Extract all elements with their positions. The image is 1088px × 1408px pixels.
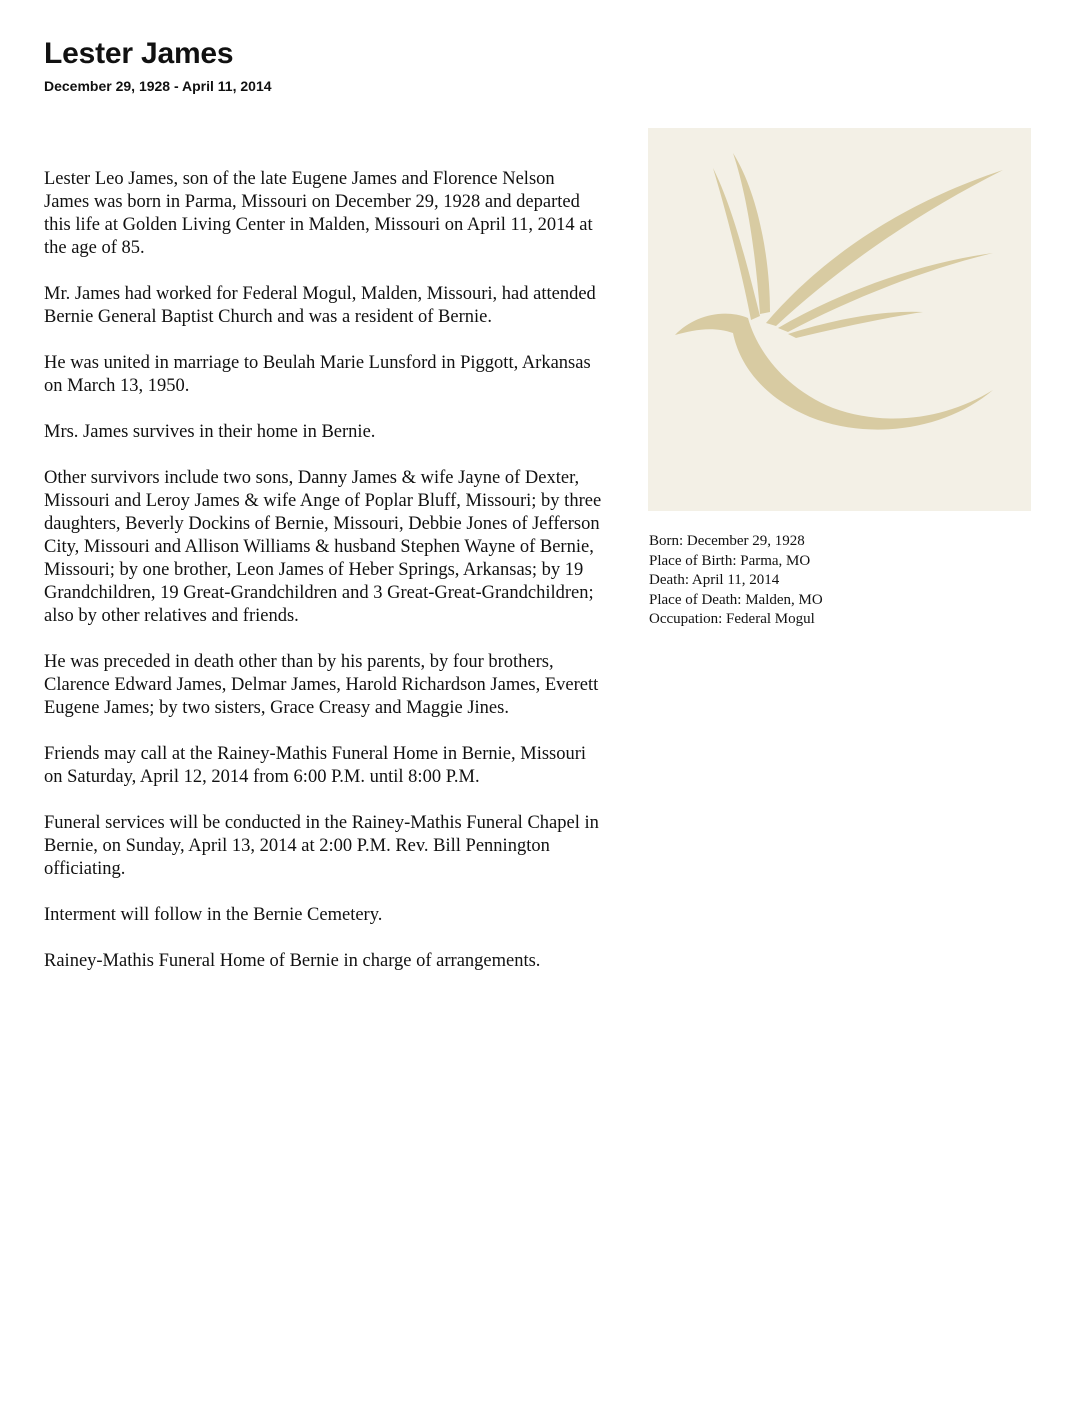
obituary-paragraph: Lester Leo James, son of the late Eugene James and Florence Nelson James was born in Parma, Missouri on December 29, 1928 and departed this life at Golden Living Center in Malden, Missouri on April 11, 2014 at the age of 85. bbox=[44, 169, 593, 258]
vital-facts bbox=[649, 532, 1049, 630]
fact-place-of-death: Place of Death: Malden, MO bbox=[649, 591, 823, 608]
obituary-paragraph: Interment will follow in the Bernie Cemetery. bbox=[44, 905, 383, 925]
fact-occupation: Occupation: Federal Mogul bbox=[649, 611, 815, 628]
fact-death: Death: April 11, 2014 bbox=[649, 572, 780, 589]
obituary-paragraph: Funeral services will be conducted in the Rainey-Mathis Funeral Chapel in Bernie, on Sunday, April 13, 2014 at 2:00 P.M. Rev. Bill Pennington officiating. bbox=[44, 813, 599, 879]
obituary-paragraph: He was preceded in death other than by his parents, by four brothers, Clarence Edward James, Delmar James, Harold Richardson James, Everett Eugene James; by two sisters, Grace Creasy and Maggie Jines. bbox=[44, 652, 599, 718]
memorial-image bbox=[648, 128, 1031, 511]
obituary-paragraph: He was united in marriage to Beulah Marie Lunsford in Piggott, Arkansas on March 13, 1950. bbox=[44, 353, 591, 396]
life-dates: December 29, 1928 - April 11, 2014 bbox=[44, 78, 272, 94]
obituary-paragraph: Mr. James had worked for Federal Mogul, Malden, Missouri, had attended Bernie General Baptist Church and was a resident of Bernie. bbox=[44, 284, 596, 327]
deceased-name: Lester James bbox=[44, 37, 234, 70]
obituary-paragraph: Friends may call at the Rainey-Mathis Funeral Home in Bernie, Missouri on Saturday, April 12, 2014 from 6:00 P.M. until 8:00 P.M. bbox=[44, 744, 587, 787]
obituary-paragraph: Mrs. James survives in their home in Bernie. bbox=[44, 422, 376, 442]
dove-icon bbox=[648, 128, 1031, 511]
obituary-paragraph: Other survivors include two sons, Danny James & wife Jayne of Dexter, Missouri and Leroy James & wife Ange of Poplar Bluff, Missouri; by three daughters, Beverly Dockins of Bernie, Missouri, Debbie Jones of Jefferson City, Missouri and Allison Williams & husband Stephen Wayne of Bernie, Missouri; by one brother, Leon James of Heber Springs, Arkansas; by 19 Grandchildren, 19 Great-Grandchildren and 3 Great-Great-Grandchildren; also by other relatives and friends. bbox=[44, 468, 602, 626]
fact-born: Born: December 29, 1928 bbox=[649, 533, 805, 549]
fact-place-of-birth: Place of Birth: Parma, MO bbox=[649, 552, 811, 569]
obituary-paragraph: Rainey-Mathis Funeral Home of Bernie in charge of arrangements. bbox=[44, 951, 541, 971]
obituary-text bbox=[44, 168, 604, 996]
